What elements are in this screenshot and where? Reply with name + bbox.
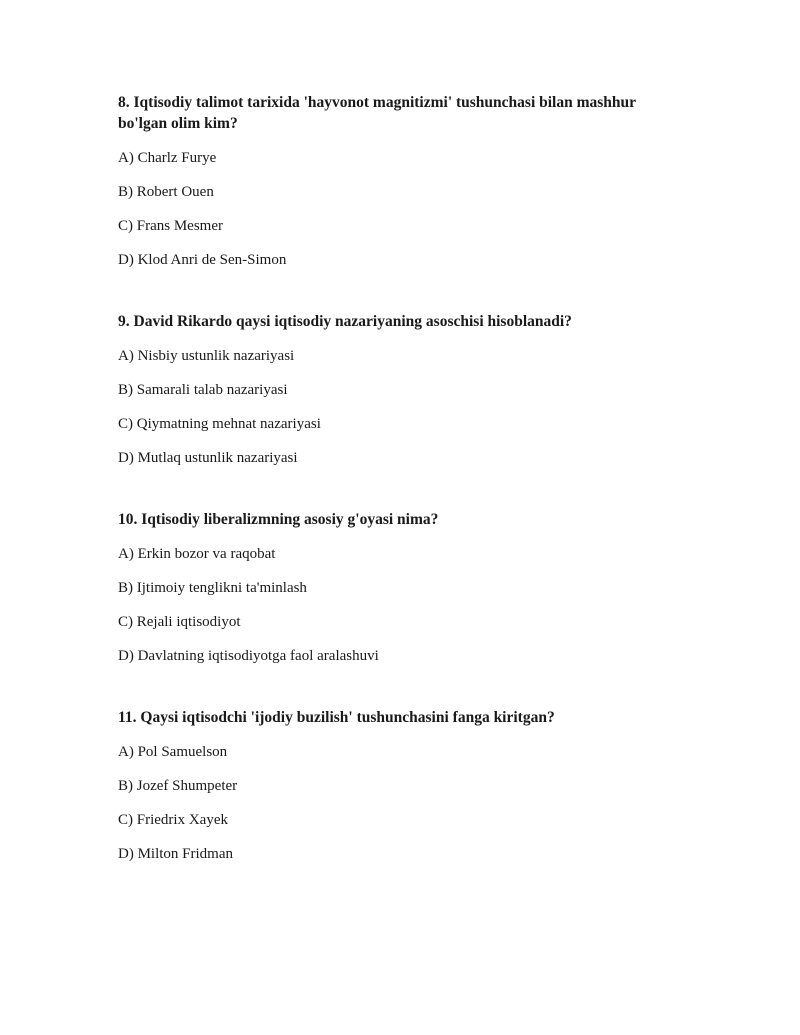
option-b: B) Jozef Shumpeter xyxy=(118,778,238,794)
option-d: D) Davlatning iqtisodiyotga faol aralashuvi xyxy=(118,648,379,664)
question-9 xyxy=(118,311,720,468)
question-8 xyxy=(118,92,720,270)
option-a: A) Nisbiy ustunlik nazariyasi xyxy=(118,348,295,364)
question-text: 9. David Rikardo qaysi iqtisodiy nazariyaning asoschisi hisoblanadi? xyxy=(118,313,572,330)
option-d: D) Milton Fridman xyxy=(118,846,233,862)
question-11 xyxy=(118,707,720,864)
question-text: 8. Iqtisodiy talimot tarixida 'hayvonot magnitizmi' tushunchasi bilan mashhur bo'lgan olim kim? xyxy=(118,94,636,132)
option-b: B) Samarali talab nazariyasi xyxy=(118,382,288,398)
option-a: A) Pol Samuelson xyxy=(118,744,228,760)
question-text: 11. Qaysi iqtisodchi 'ijodiy buzilish' tushunchasini fanga kiritgan? xyxy=(118,709,555,726)
question-text: 10. Iqtisodiy liberalizmning asosiy g'oyasi nima? xyxy=(118,511,439,528)
option-c: C) Friedrix Xayek xyxy=(118,812,228,828)
question-10 xyxy=(118,509,720,666)
option-b: B) Robert Ouen xyxy=(118,184,214,200)
option-c: C) Rejali iqtisodiyot xyxy=(118,614,241,630)
option-a: A) Charlz Furye xyxy=(118,150,217,166)
option-a: A) Erkin bozor va raqobat xyxy=(118,546,276,562)
option-d: D) Klod Anri de Sen-Simon xyxy=(118,252,287,268)
option-c: C) Qiymatning mehnat nazariyasi xyxy=(118,416,321,432)
option-b: B) Ijtimoiy tenglikni ta'minlash xyxy=(118,580,307,596)
option-c: C) Frans Mesmer xyxy=(118,218,223,234)
option-d: D) Mutlaq ustunlik nazariyasi xyxy=(118,450,298,466)
